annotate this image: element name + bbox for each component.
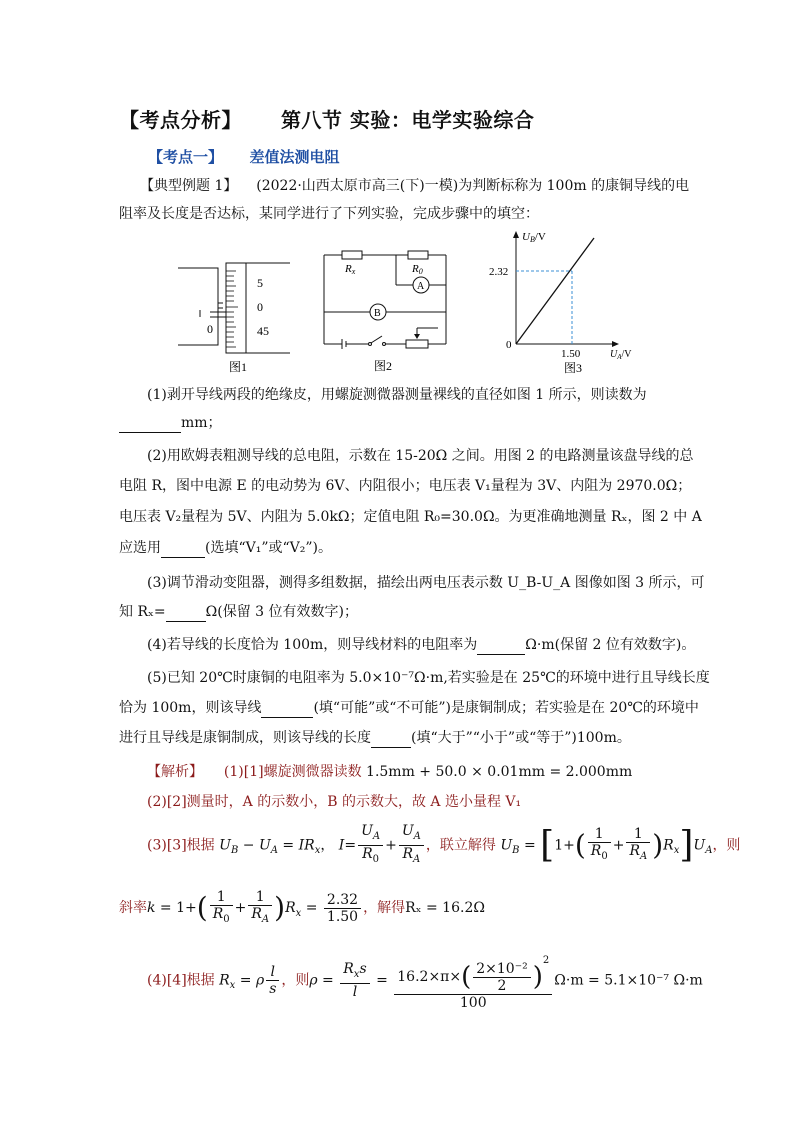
analysis-1 <box>147 762 632 782</box>
q1-unit: mm； <box>181 415 222 431</box>
analysis-3-then: ，则 <box>712 837 741 854</box>
q5-prefix: 恰为 100m，则该导线 <box>119 700 262 716</box>
analysis-3-line1: (3)[3]根据 $U_B - U_A = IR_x$， I= $\frac{U_A}{R_0}$ + $\frac{U_A}{R_A}$ ，联立解得 $U_B = [1+$( $\frac{1}{R_0}$ + $\frac{1}{R_A}$ )$R_x]U_A$，则 <box>147 823 741 866</box>
fig2-meter-a: A <box>417 281 425 292</box>
q5-prefix-2: 进行且导线是康铜制成，则该导线的长度 <box>119 730 371 746</box>
question-5-line3 <box>119 728 631 748</box>
question-2-line4 <box>119 538 332 558</box>
question-1-line2 <box>119 413 222 433</box>
analysis-4-square: 2 <box>542 955 550 966</box>
q5-middle: (填“可能”或“不可能”)是康铜制成；若实验是在 20℃的环境中 <box>313 700 699 716</box>
figure1-micrometer <box>178 255 298 375</box>
analysis-4-then: ，则 <box>281 972 310 989</box>
q5-suffix: (填“大于”“小于”或“等于”)100m。 <box>411 730 631 746</box>
fig3-caption: 图3 <box>564 361 583 375</box>
analysis-3-solve: ，解得 <box>363 900 406 916</box>
analysis-1-text: (1)[1]螺旋测微器读数 <box>223 764 362 780</box>
fig2-r0-label: R0 <box>412 263 423 276</box>
question-5-line1: (5)已知 20℃时康铜的电阻率为 5.0×10⁻⁷Ω·m,若实验是在 25℃的环境中进行且导线长度 <box>147 670 710 686</box>
fig3-x-axis-label: $U_A/V$ <box>610 349 632 361</box>
analysis-4: (4)[4]根据 $R_x = \rho$ $\frac{l}{s}$ ，则ρ = $\frac{R_xs}{l}$ = 16.2×π×( $\frac{\text{2×10⁻²}}{2}$ )$^2$ 100 Ω·m = 5.1×10⁻⁷ Ω·m <box>147 950 703 1011</box>
analysis-3-result: Rₓ = 16.2Ω <box>405 900 485 916</box>
section-title: 差值法测电阻 <box>249 148 340 166</box>
q3-prefix: 知 Rₓ= <box>119 604 166 620</box>
answer-blank-4[interactable] <box>477 638 525 655</box>
analysis-4-denominator: 100 <box>459 994 487 1011</box>
answer-blank-6[interactable] <box>371 731 411 748</box>
fig2-rx-label: Rx <box>345 263 356 276</box>
question-1-line1: (1)剥开导线两段的绝缘皮，用螺旋测微器测量裸线的直径如图 1 所示，则读数为 <box>147 387 647 403</box>
q2-suffix: (选填“V₁”或“V₂”)。 <box>205 540 332 556</box>
analysis-4-text: (4)[4]根据 <box>147 972 215 989</box>
analysis-4-inner-den: 2 <box>497 977 507 994</box>
title-text: 第八节 实验：电学实验综合 <box>280 108 535 132</box>
analysis-3-text: (3)[3]根据 <box>147 837 215 854</box>
fig1-zero-label: 0 <box>207 322 213 336</box>
analysis-tag: 【解析】 <box>147 764 203 780</box>
answer-blank-3[interactable] <box>166 605 206 622</box>
section-tag: 【考点一】 <box>148 148 224 166</box>
fig1-tick-45: 45 <box>257 324 269 338</box>
q2-prefix: 应选用 <box>119 540 161 556</box>
example-intro-line1 <box>140 176 689 196</box>
question-2-line3: 电压表 V₂量程为 5V、内阻为 5.0kΩ；定值电阻 R₀=30.0Ω。为更准确地测量 Rₓ，图 2 中 A <box>119 509 702 525</box>
fig3-y-value: 2.32 <box>489 266 509 278</box>
question-2-line1: (2)用欧姆表粗测导线的总电阻，示数在 15-20Ω 之间。用图 2 的电路测量该盘导线的总 <box>147 448 694 464</box>
fig1-caption: 图1 <box>229 360 248 374</box>
q3-suffix: Ω(保留 3 位有效数字)； <box>205 604 358 620</box>
answer-blank-1[interactable] <box>119 416 181 433</box>
q4-suffix: Ω·m(保留 2 位有效数字)。 <box>525 637 696 653</box>
answer-blank-5[interactable] <box>261 701 313 718</box>
question-5-line2 <box>119 698 699 718</box>
analysis-3-line2: 斜率k = 1+( $\frac{1}{R_0}$ + $\frac{1}{R_A}$ )$R_x$ = $\frac{2.32}{1.50}$ ，解得Rₓ = 16.2Ω <box>119 888 485 925</box>
example-intro-text: (2022·山西太原市高三(下)一模)为判断标称为 100m 的康铜导线的电 <box>256 178 690 194</box>
analysis-3-slope: 斜率 <box>119 900 147 916</box>
fig1-tick-5: 5 <box>257 276 263 290</box>
title-tag: 【考点分析】 <box>119 108 242 132</box>
q4-prefix: (4)若导线的长度恰为 100m，则导线材料的电阻率为 <box>147 637 478 653</box>
example-tag: 【典型例题 1】 <box>140 178 238 194</box>
page-title <box>119 104 534 133</box>
fig3-y-axis-label: UB/V <box>522 231 546 244</box>
question-4 <box>147 635 695 655</box>
question-3-line1: (3)调节滑动变阻器，测得多组数据，描绘出两电压表示数 U_B-U_A 图像如图 3 所示，可 <box>147 575 705 591</box>
answer-blank-2[interactable] <box>161 541 205 558</box>
analysis-2: (2)[2]测量时，A 的示数小，B 的示数大，故 A 选小量程 V₁ <box>147 794 522 810</box>
slope-numerator: 2.32 <box>324 892 361 909</box>
section-heading <box>148 146 340 167</box>
fig3-origin: 0 <box>506 339 512 351</box>
figure3-graph <box>484 226 644 376</box>
fig2-caption: 图2 <box>374 359 393 373</box>
question-3-line2 <box>119 602 358 622</box>
analysis-4-numerator: 16.2×π× <box>397 969 462 985</box>
question-2-line2: 电阻 R，图中电源 E 的电动势为 6V、内阻很小；电压表 V₁量程为 3V、内阻为 2970.0Ω； <box>119 478 692 494</box>
figure2-circuit <box>318 248 453 374</box>
fig2-meter-b: B <box>374 308 381 319</box>
analysis-4-result: Ω·m = 5.1×10⁻⁷ Ω·m <box>554 972 703 989</box>
fig1-tick-0: 0 <box>257 300 263 314</box>
fig3-x-value: 1.50 <box>561 348 581 360</box>
analysis-4-inner-num: 2×10⁻² <box>473 961 530 978</box>
example-intro-line2: 阻率及长度是否达标，某同学进行了下列实验，完成步骤中的填空： <box>119 206 539 222</box>
analysis-1-math: 1.5mm + 50.0 × 0.01mm = 2.000mm <box>366 764 633 780</box>
slope-denominator: 1.50 <box>326 908 359 925</box>
analysis-3-joint: ，联立解得 <box>425 837 496 854</box>
